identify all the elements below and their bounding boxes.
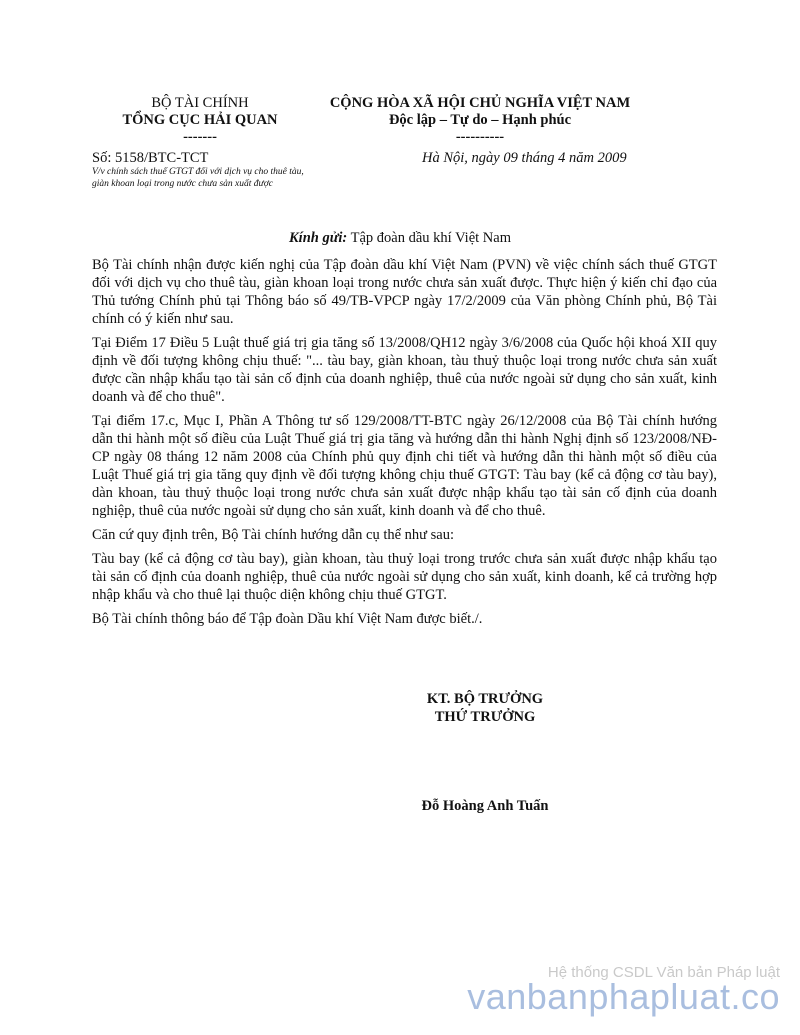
watermark-caption: Hệ thống CSDL Văn bản Pháp luật: [547, 964, 780, 981]
document-body: [92, 256, 717, 634]
recipient-name: Tập đoàn dầu khí Việt Nam: [350, 230, 511, 246]
national-header: [300, 95, 660, 146]
recipient-label: Kính gửi:: [289, 230, 348, 246]
header-right-divider: ----------: [455, 129, 505, 145]
document-subject: V/v chính sách thuế GTGT đối với dịch vụ cho thuê tàu, giàn khoan loại trong nước chưa sản xuất được: [92, 167, 304, 189]
document-number: Số: 5158/BTC-TCT: [92, 150, 209, 166]
body-paragraph: Tàu bay (kể cả động cơ tàu bay), giàn khoan, tàu thuỷ loại trong trước chưa sản xuất được nhập khẩu tạo tài sản cố định của doanh nghiệp, thuê của nước ngoài sử dụng cho sản xuất, kinh doanh, kể cả trường hợp nhập khẩu và cho thuê lại thuộc diện không chịu thuế GTGT.: [92, 551, 717, 603]
issuer-header: [100, 95, 300, 146]
body-paragraph: Bộ Tài chính nhận được kiến nghị của Tập đoàn dầu khí Việt Nam (PVN) về việc chính sách thuế GTGT đối với dịch vụ cho thuê tàu, giàn khoan loại trong nước chưa sản xuất được. Thực hiện ý kiến chỉ đạo của Thủ tướng Chính phủ tại Thông báo số 49/TB-VPCP ngày 17/2/2009 của Văn phòng Chính phủ, Bộ Tài chính có ý kiến như sau.: [92, 257, 717, 327]
signature-position: THỨ TRƯỞNG: [434, 709, 536, 725]
national-motto: Độc lập – Tự do – Hạnh phúc: [388, 112, 572, 128]
body-paragraph: Bộ Tài chính thông báo để Tập đoàn Dầu khí Việt Nam được biết./.: [92, 611, 483, 627]
recipient-line: [0, 230, 800, 247]
signature-title: KT. BỘ TRƯỞNG: [426, 691, 544, 707]
ministry-name: BỘ TÀI CHÍNH: [151, 95, 249, 111]
department-name: TỔNG CỤC HẢI QUAN: [122, 112, 278, 128]
signature-block: [400, 690, 570, 726]
document-date: Hà Nội, ngày 09 tháng 4 năm 2009: [422, 150, 627, 166]
body-paragraph: Căn cứ quy định trên, Bộ Tài chính hướng dẫn cụ thể như sau:: [92, 527, 454, 543]
watermark-site: vanbanphapluat.co: [467, 976, 780, 1017]
signer-name: Đỗ Hoàng Anh Tuấn: [421, 798, 549, 814]
country-name: CỘNG HÒA XÃ HỘI CHỦ NGHĨA VIỆT NAM: [329, 95, 631, 111]
body-paragraph: Tại Điểm 17 Điều 5 Luật thuế giá trị gia tăng số 13/2008/QH12 ngày 3/6/2008 của Quốc hội khoá XII quy định về đối tượng không chịu thuế: "... tàu bay, giàn khoan, tàu thuỷ thuộc loại trong nước chưa sản xuất được cần nhập khẩu tạo tài sản cố định của doanh nghiệp, thuê của nước ngoài sử dụng cho sản xuất, kinh doanh và để cho thuê".: [92, 335, 717, 405]
header-left-divider: -------: [183, 129, 217, 145]
body-paragraph: Tại điểm 17.c, Mục I, Phần A Thông tư số 129/2008/TT-BTC ngày 26/12/2008 của Bộ Tài chính hướng dẫn thi hành một số điều của Luật Thuế giá trị gia tăng và hướng dẫn thi hành Nghị định số 123/2008/NĐ-CP ngày 08 tháng 12 năm 2008 của Chính phủ quy định chi tiết và hướng dẫn thi hành một số điều của Luật Thuế giá trị gia tăng quy định về đối tượng không chịu thuế GTGT: Tàu bay (kể cả động cơ tàu bay), dàn khoan, tàu thuỷ thuộc loại trong nước chưa sản xuất được nhập khẩu tạo tài sản cố định của doanh nghiệp, thuê của nước ngoài sử dụng cho sản xuất, kinh doanh và để cho thuê.: [92, 413, 717, 519]
